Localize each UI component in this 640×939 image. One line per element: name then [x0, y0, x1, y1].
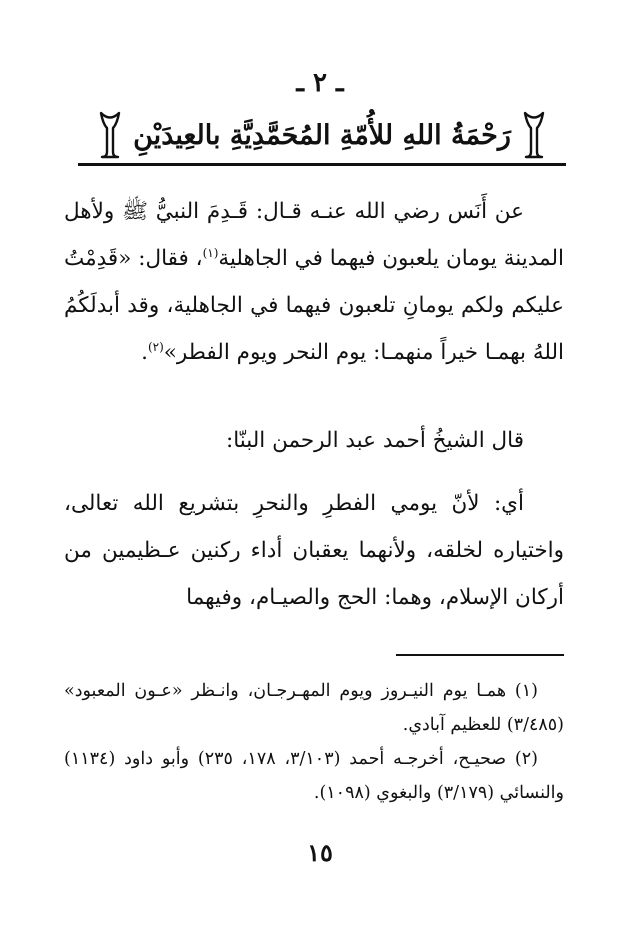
bracket-ornament-icon — [97, 110, 123, 160]
footnote-ref-1: (١) — [202, 245, 219, 260]
commentary-paragraph: أي: لأنّ يومي الفطرِ والنحرِ بتشريع الله تعالى، واختياره لخلقه، ولأنهما يعقبان أداء ركنين عـظيمين من أركان الإسلام، وهما: الحج والصيـام، وفيهما — [64, 491, 564, 610]
title-underline — [78, 163, 566, 166]
hadith-paragraph — [64, 188, 564, 376]
hadith-text-continued: ، فقال: «قَدِمْتُ عليكم ولكم يومانِ تلعبون فيهما في الجاهلية، وقد أبدلَكُمُ اللهُ بهمـا خيراً منهمـا: يوم النحر ويوم الفطر» — [64, 246, 564, 365]
page-number: ١٥ — [307, 838, 333, 867]
chapter-number: ـ ٢ ـ — [296, 68, 344, 98]
hadith-text: عن أَنَس رضي الله عنـه قـال: قَـدِمَ النبيُّ ﷺ ولأهل المدينة يومان يلعبون فيهما في الجاهلية — [64, 199, 564, 271]
chapter-title: رَحْمَةُ اللهِ للأُمّةِ المُحَمَّدِيَّةِ بالعِيدَيْنِ — [133, 119, 511, 151]
footnote-separator — [396, 654, 564, 656]
footnote-1: (١) همـا يوم النيـروز ويوم المهـرجـان، وانـظر «عـون المعبود» (٣/٤٨٥) للعظيم آبادي. — [64, 681, 564, 735]
commentary-intro: قال الشيخُ أحمد عبد الرحمن البنّا: — [225, 428, 524, 453]
bracket-ornament-icon — [521, 110, 547, 160]
footnote-ref-2: (٢) — [147, 339, 164, 354]
footnotes — [64, 674, 564, 810]
hadith-text-end: . — [141, 340, 148, 365]
footnote-2: (٢) صحيـح، أخرجـه أحمد (٣/١٠٣، ١٧٨، ٢٣٥) وأبو داود (١١٣٤) والنسائي (٣/١٧٩) والبغوي (١٠٩٨). — [64, 749, 564, 803]
chapter-title-row — [78, 108, 566, 162]
